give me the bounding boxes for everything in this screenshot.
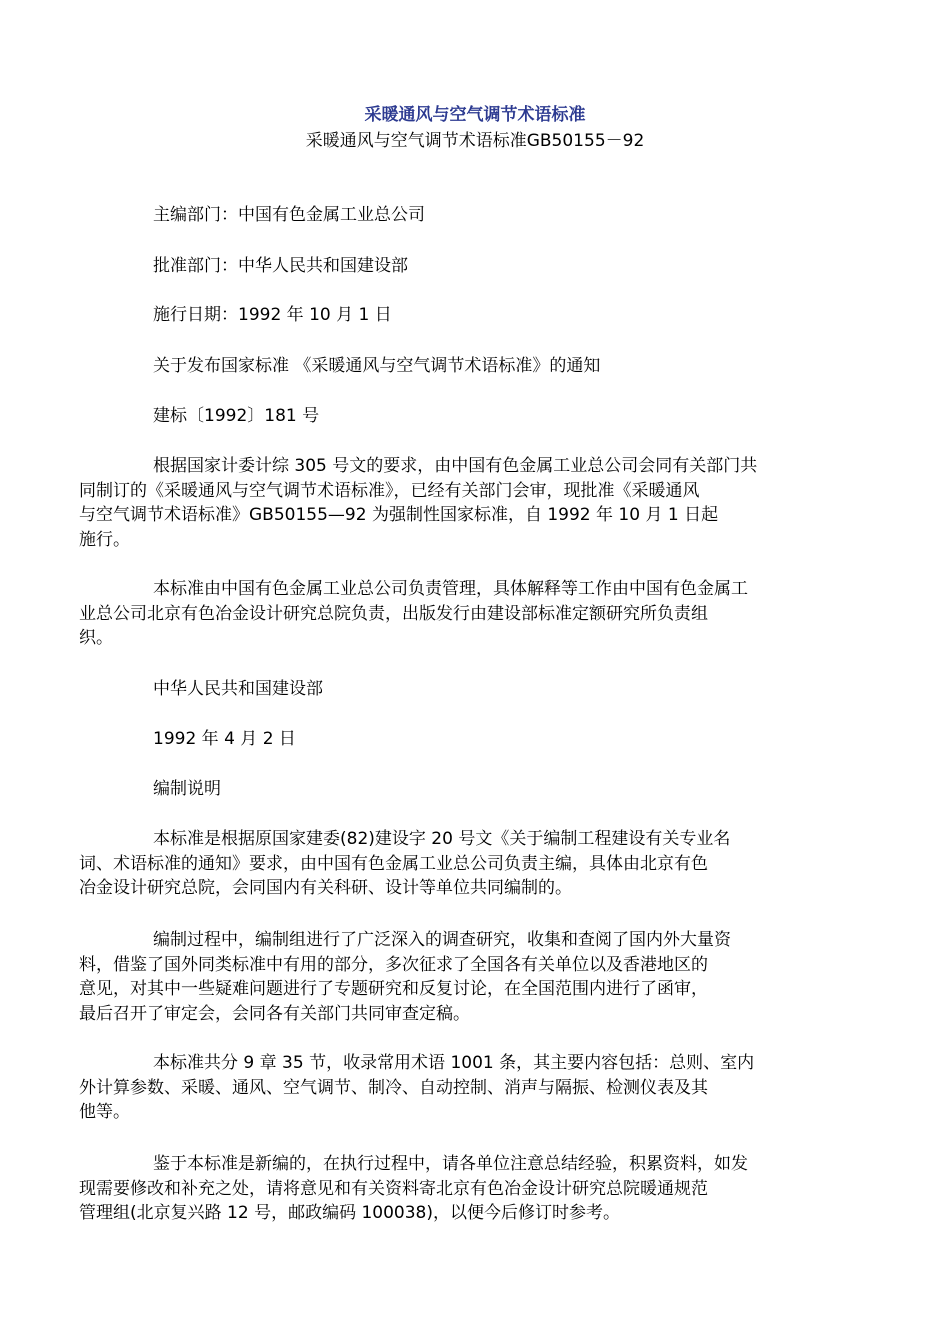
paragraph-line: 同制订的《采暖通风与空气调节术语标准》，已经有关部门会审，现批准《采暖通风 [79, 480, 700, 501]
paragraph-line: 本标准共分 9 章 35 节，收录常用术语 1001 条，其主要内容包括：总则、室内 [153, 1053, 755, 1073]
approve-dept-line: 批准部门：中华人民共和国建设部 [153, 256, 408, 276]
paragraph-contents [79, 1051, 836, 1125]
issuer-line: 中华人民共和国建设部 [153, 679, 323, 699]
paragraph-line: 意见，对其中一些疑难问题进行了专题研究和反复讨论，在全国范围内进行了函审， [79, 979, 708, 999]
paragraph-line: 冶金设计研究总院，会同国内有关科研、设计等单位共同编制的。 [79, 878, 572, 898]
effective-date-line: 施行日期：1992 年 10 月 1 日 [153, 305, 392, 325]
issue-date-line: 1992 年 4 月 2 日 [153, 729, 296, 749]
paragraph-basis [79, 827, 836, 901]
paragraph-process [79, 928, 836, 1026]
paragraph-line: 与空气调节术语标准》GB50155—92 为强制性国家标准，自 1992 年 10 月 1 日起 [79, 505, 719, 525]
paragraph-line: 本标准是根据原国家建委(82)建设字 20 号文《关于编制工程建设有关专业名 [153, 829, 731, 849]
paragraph-line: 鉴于本标准是新编的，在执行过程中，请各单位注意总结经验，积累资料，如发 [153, 1154, 748, 1174]
paragraph-line: 编制过程中，编制组进行了广泛深入的调查研究，收集和查阅了国内外大量资 [153, 930, 731, 950]
doc-number-line: 建标〔1992〕181 号 [153, 406, 320, 426]
paragraph-line: 施行。 [79, 529, 130, 550]
paragraph-line: 词、术语标准的通知》要求，由中国有色金属工业总公司负责主编，具体由北京有色 [79, 853, 708, 874]
paragraph-line: 他等。 [79, 1102, 130, 1122]
paragraph-line: 现需要修改和补充之处，请将意见和有关资料寄北京有色冶金设计研究总院暖通规范 [79, 1178, 708, 1199]
paragraph-line: 本标准由中国有色金属工业总公司负责管理，具体解释等工作由中国有色金属工 [153, 579, 748, 599]
paragraph-line: 最后召开了审定会，会同各有关部门共同审查定稿。 [79, 1003, 470, 1024]
notice-title-line: 关于发布国家标准 《采暖通风与空气调节术语标准》的通知 [153, 356, 601, 376]
paragraph-approval [79, 454, 836, 552]
paragraph-line: 根据国家计委计综 305 号文的要求，由中国有色金属工业总公司会同有关部门共 [153, 456, 758, 476]
paragraph-line: 外计算参数、采暖、通风、空气调节、制冷、自动控制、消声与隔振、检测仪表及其 [79, 1077, 708, 1098]
chief-dept-line: 主编部门：中国有色金属工业总公司 [153, 205, 425, 225]
document-subtitle: 采暖通风与空气调节术语标准GB50155－92 [305, 131, 645, 151]
paragraph-line: 管理组(北京复兴路 12 号，邮政编码 100038)，以便今后修订时参考。 [79, 1203, 621, 1223]
paragraph-line: 织。 [79, 628, 113, 648]
paragraph-feedback [79, 1152, 836, 1226]
paragraph-management [79, 577, 836, 651]
section-title: 编制说明 [153, 779, 221, 799]
document-title: 采暖通风与空气调节术语标准 [364, 105, 586, 125]
paragraph-line: 料，借鉴了国外同类标准中有用的部分，多次征求了全国各有关单位以及香港地区的 [79, 954, 708, 975]
paragraph-line: 业总公司北京有色冶金设计研究总院负责，出版发行由建设部标准定额研究所负责组 [79, 603, 708, 624]
